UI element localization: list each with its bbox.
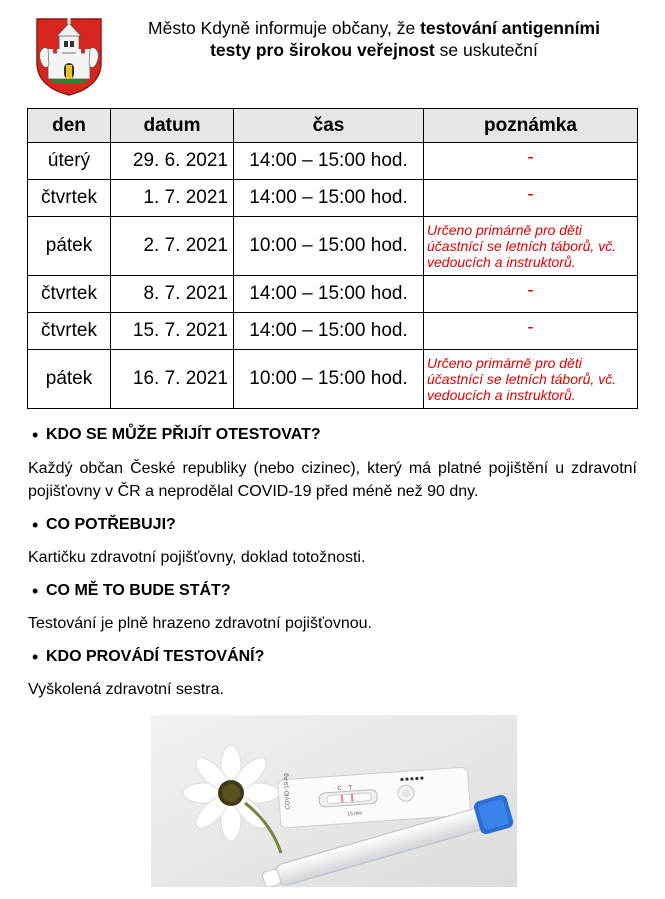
answer-cost: Testování je plně hrazeno zdravotní pojišťovnou. <box>28 615 372 632</box>
header-announcement <box>118 17 630 61</box>
testing-schedule-table <box>27 108 638 409</box>
cell-cas: 14:00 – 15:00 hod. <box>234 143 424 180</box>
col-header-den: den <box>28 109 111 143</box>
col-header-cas: čas <box>234 109 424 143</box>
cell-note: - <box>424 276 638 313</box>
window-c: C <box>337 785 343 793</box>
cell-den: čtvrtek <box>28 313 111 350</box>
town-coat-of-arms-logo <box>34 15 104 97</box>
cell-note: Určeno primárně pro děti účastnící se letních táborů, vč. vedoucích a instruktorů. <box>424 350 638 409</box>
cell-datum: 1. 7. 2021 <box>111 180 234 217</box>
antigen-test-photo <box>151 715 517 887</box>
header-outro: se uskuteční <box>434 40 538 60</box>
cell-cas: 14:00 – 15:00 hod. <box>234 313 424 350</box>
cell-datum: 16. 7. 2021 <box>111 350 234 409</box>
cell-cas: 10:00 – 15:00 hod. <box>234 217 424 276</box>
window-t: T <box>348 785 353 792</box>
cell-datum: 2. 7. 2021 <box>111 217 234 276</box>
cell-note: - <box>424 313 638 350</box>
cell-den: pátek <box>28 350 111 409</box>
question-who-tests: • KDO PROVÁDÍ TESTOVÁNÍ? <box>46 648 264 666</box>
cell-cas: 10:00 – 15:00 hod. <box>234 350 424 409</box>
answer-who-tests: Vyškolená zdravotní sestra. <box>28 681 224 698</box>
answer-who-can-test: Každý občan České republiky (nebo cizinec), který má platné pojištění u zdravotní pojišťovny v ČR a neprodělal COVID-19 před méně než 90 dny. <box>28 460 637 500</box>
cell-cas: 14:00 – 15:00 hod. <box>234 276 424 313</box>
cell-den: čtvrtek <box>28 276 111 313</box>
cell-den: čtvrtek <box>28 180 111 217</box>
table-row <box>28 180 638 217</box>
header-bold-2: testy pro širokou veřejnost <box>210 40 435 60</box>
table-row <box>28 350 638 409</box>
question-cost: • CO MĚ TO BUDE STÁT? <box>46 582 231 600</box>
table-row <box>28 276 638 313</box>
cell-datum: 8. 7. 2021 <box>111 276 234 313</box>
table-row <box>28 313 638 350</box>
cell-den: úterý <box>28 143 111 180</box>
timer: 15 min <box>347 810 363 818</box>
cell-note: - <box>424 143 638 180</box>
cell-note: Určeno primárně pro děti účastnící se letních táborů, vč. vedoucích a instruktorů. <box>424 217 638 276</box>
cell-den: pátek <box>28 217 111 276</box>
cell-cas: 14:00 – 15:00 hod. <box>234 180 424 217</box>
col-header-datum: datum <box>111 109 234 143</box>
question-what-needed: • CO POTŘEBUJI? <box>46 516 176 534</box>
table-row <box>28 143 638 180</box>
cell-datum: 29. 6. 2021 <box>111 143 234 180</box>
col-header-poznamka: poznámka <box>424 109 638 143</box>
cell-datum: 15. 7. 2021 <box>111 313 234 350</box>
question-who-can-test: • KDO SE MŮŽE PŘIJÍT OTESTOVAT? <box>46 426 321 444</box>
header-intro: Město Kdyně informuje občany, že <box>148 18 421 38</box>
header-bold-1: testování antigenními <box>420 18 600 38</box>
answer-what-needed: Kartičku zdravotní pojišťovny, doklad totožnosti. <box>28 549 366 566</box>
table-row <box>28 217 638 276</box>
table-header-row <box>28 109 638 143</box>
cassette-label: COVID-19 Ag <box>283 772 292 810</box>
cell-note: - <box>424 180 638 217</box>
